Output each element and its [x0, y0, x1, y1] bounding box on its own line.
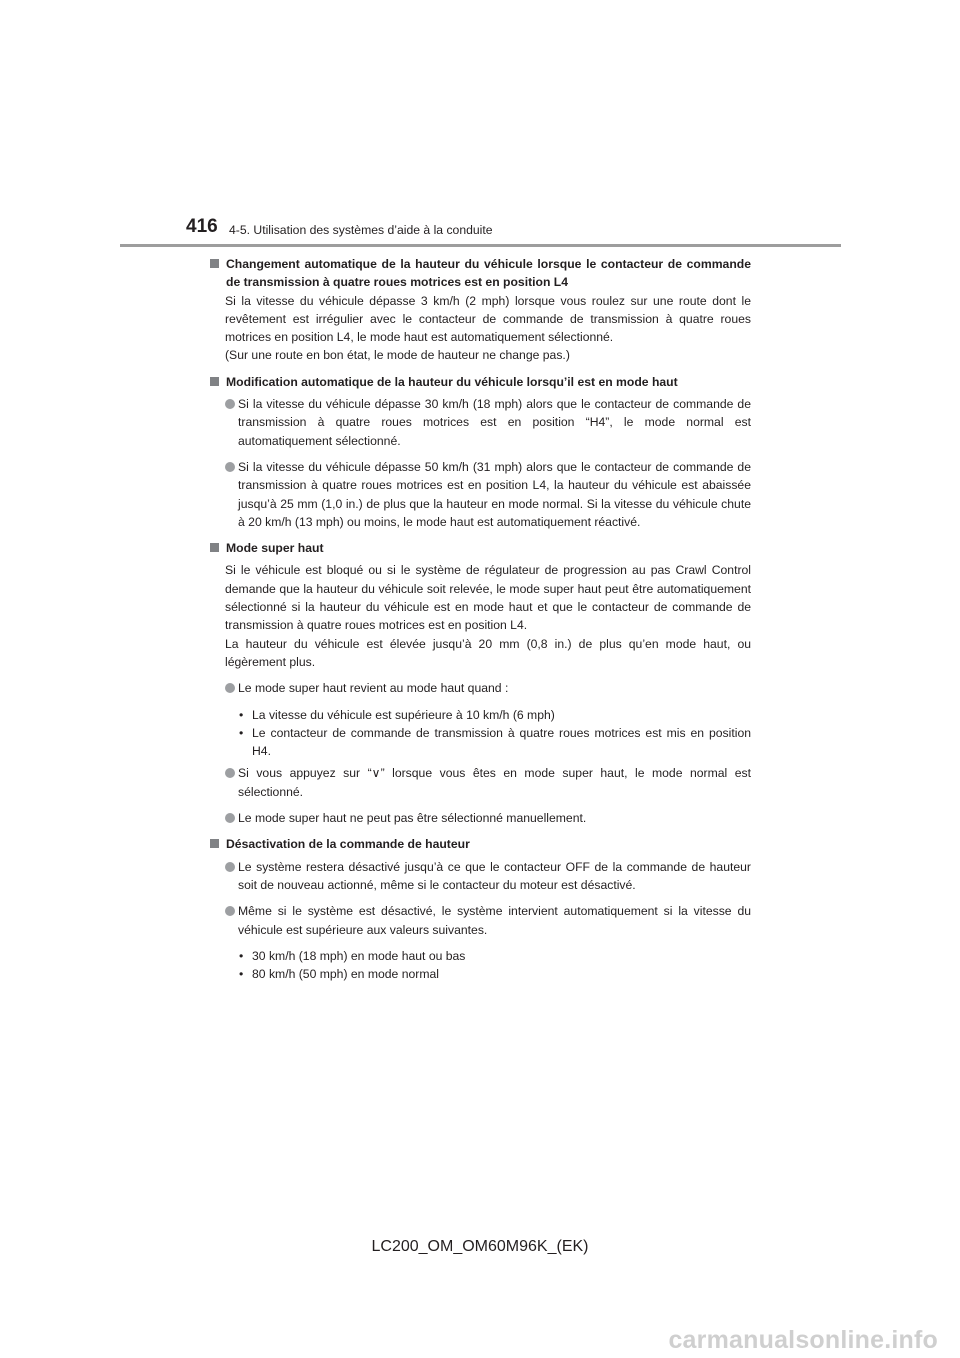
sub-list-item-text: La vitesse du véhicule est supérieure à 10 km/h (6 mph) [252, 707, 555, 722]
paragraph: La hauteur du véhicule est élevée jusqu’à 20 mm (0,8 in.) de plus qu’en mode haut, ou légèrement plus. [225, 636, 751, 669]
list-item [208, 458, 751, 531]
square-bullet-icon [210, 259, 219, 268]
paragraph: (Sur une route en bon état, le mode de hauteur ne change pas.) [225, 348, 570, 363]
sub-list-item [208, 965, 751, 983]
sub-bullet-marker: • [239, 725, 244, 740]
circle-bullet-icon [225, 399, 235, 409]
sub-list-item-text: Le contacteur de commande de transmission à quatre roues motrices est mis en position H4. [252, 725, 751, 759]
circle-bullet-icon [225, 813, 235, 823]
sub-bullet-marker: • [239, 967, 244, 982]
sub-list-item [208, 724, 751, 761]
heading-text: Modification automatique de la hauteur du véhicule lorsqu’il est en mode haut [226, 374, 678, 389]
square-bullet-icon [210, 543, 219, 552]
sub-list-item [208, 947, 751, 965]
list-item [208, 679, 751, 697]
circle-bullet-icon [225, 683, 235, 693]
sub-bullet-marker: • [239, 948, 244, 963]
page-number: 416 [186, 216, 218, 237]
heading-text: Changement automatique de la hauteur du véhicule lorsque le contacteur de commande de transmission à quatre roues motrices est en position L4 [226, 257, 751, 290]
list-item [208, 902, 751, 939]
circle-bullet-icon [225, 768, 235, 778]
list-item [208, 858, 751, 895]
list-item-text: Si la vitesse du véhicule dépasse 30 km/h (18 mph) alors que le contacteur de commande de transmission à quatre roues motrices est en position “H4”, le mode normal est automatiquement sélectionné. [238, 397, 751, 448]
circle-bullet-icon [225, 906, 235, 916]
sub-list-item [208, 706, 751, 724]
square-bullet-icon [210, 839, 219, 848]
list-item [208, 809, 751, 827]
section-title: 4-5. Utilisation des systèmes d’aide à la conduite [229, 223, 493, 237]
sub-list-item-text: 80 km/h (50 mph) en mode normal [252, 967, 439, 982]
square-bullet-icon [210, 377, 219, 386]
page-content [208, 255, 751, 983]
list-item-text: Le mode super haut revient au mode haut quand : [238, 681, 509, 696]
heading-text: Désactivation de la commande de hauteur [226, 837, 470, 852]
section-heading [208, 539, 751, 557]
list-item [208, 395, 751, 450]
list-item-text: Même si le système est désactivé, le système intervient automatiquement si la vitesse du véhicule est supérieure aux valeurs suivantes. [238, 904, 751, 937]
sub-bullet-marker: • [239, 707, 244, 722]
sub-list-item-text: 30 km/h (18 mph) en mode haut ou bas [252, 948, 466, 963]
circle-bullet-icon [225, 462, 235, 472]
header-divider [120, 244, 841, 247]
section-heading [208, 373, 751, 391]
paragraph: Si la vitesse du véhicule dépasse 3 km/h (2 mph) lorsque vous roulez sur une route dont le revêtement est irrégulier avec le contacteur de commande de transmission à quatre roues motrices en position L4, le mode haut est automatiquement sélectionné. [225, 293, 751, 345]
watermark: carmanualsonline.info [668, 1326, 938, 1354]
list-item [208, 764, 751, 801]
section-heading [208, 255, 751, 292]
paragraph: Si le véhicule est bloqué ou si le système de régulateur de progression au pas Crawl Control demande que la hauteur du véhicule soit relevée, le mode super haut peut être automatiquement sélectionné si la hauteur du véhicule est en mode haut et que le contacteur de commande de transmission à quatre roues motrices est en position L4. [225, 563, 751, 633]
list-item-text: Le mode super haut ne peut pas être sélectionné manuellement. [238, 811, 587, 826]
list-item-text: Si la vitesse du véhicule dépasse 50 km/h (31 mph) alors que le contacteur de commande de transmission à quatre roues motrices est en position L4, la hauteur du véhicule est abaissée jusqu’à 25 mm (1,0 in.) de plus que la hauteur en mode normal. Si la vitesse du véhicule chute à 20 km/h (13 mph) ou moins, le mode haut est automatiquement réactivé. [238, 459, 751, 529]
list-item-text: Si vous appuyez sur “∨” lorsque vous êtes en mode super haut, le mode normal est sélectionné. [238, 766, 751, 799]
list-item-text: Le système restera désactivé jusqu’à ce que le contacteur OFF de la commande de hauteur soit de nouveau actionné, même si le contacteur du moteur est désactivé. [238, 859, 751, 892]
circle-bullet-icon [225, 862, 235, 872]
heading-text: Mode super haut [226, 541, 324, 556]
section-heading [208, 835, 751, 853]
document-code: LC200_OM_OM60M96K_(EK) [371, 1238, 589, 1255]
